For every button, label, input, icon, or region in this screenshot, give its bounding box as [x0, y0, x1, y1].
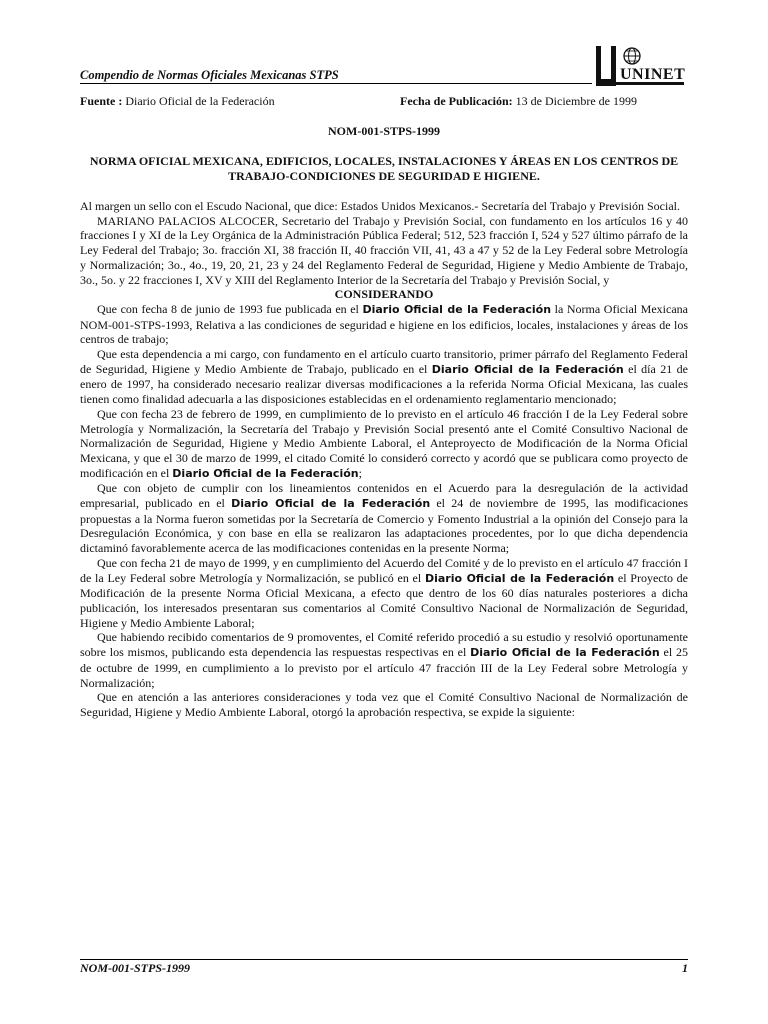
dof-reference: Diario Oficial de la Federación: [424, 571, 615, 585]
text-run: ;: [358, 465, 362, 480]
source-value: Diario Oficial de la Federación: [125, 94, 275, 108]
text-run: Que con objeto de cumplir con los lineamientos contenidos en el Acuerdo para la desregulación de la actividad empresarial, publicado en el: [80, 481, 688, 511]
publication-date-value: 13 de Diciembre de 1999: [515, 94, 637, 108]
dof-reference: Diario Oficial de la Federación: [231, 497, 431, 511]
text-run: el día 21 de enero de 1997, ha considerado necesario realizar diversas modificaciones a la referida Norma Oficial Mexicana, las cuales tienen como finalidad adecuarla a las disposiciones establecidas en el ordenamiento reglamentario mencionado;: [80, 361, 688, 407]
text-run: la Norma Oficial Mexicana NOM-001-STPS-1993, Relativa a las condiciones de seguridad e higiene en los edificios, locales, instalaciones y áreas de los centros de trabajo;: [80, 301, 688, 347]
dof-reference: Diario Oficial de la Federación: [431, 362, 624, 376]
paragraph-considerando-7: Que en atención a las anteriores consideraciones y toda vez que el Comité Consultivo Nacional de Normalización de Seguridad, Higiene y Medio Ambiente Laboral, otorgó la aprobación respectiva, se expide la siguiente:: [80, 690, 688, 719]
paragraph-considerando-2: [80, 347, 688, 407]
publication-date-line: [400, 94, 637, 109]
footer-rule: [80, 959, 688, 960]
footer-doc-code: NOM-001-STPS-1999: [80, 961, 190, 975]
running-header-title: Compendio de Normas Oficiales Mexicanas STPS: [80, 68, 339, 82]
source-line: [80, 94, 275, 109]
dof-reference: Diario Oficial de la Federación: [172, 466, 359, 480]
paragraph-secretary: MARIANO PALACIOS ALCOCER, Secretario del Trabajo y Previsión Social, con fundamento en los artículos 16 y 40 fracciones I y XI de la Ley Orgánica de la Administración Pública Federal; 512, 523 fracción I, 524 y 527 último párrafo de la Ley Federal del Trabajo; 3o. fracción XI, 38 fracción II, 40 fracción VII, 41, 43 a 47 y 52 de la Ley Federal sobre Metrología y Normalización; 3o., 4o., 19, 20, 21, 23 y 24 del Reglamento Federal de Seguridad, Higiene y Medio Ambiente de Trabajo, 3o., 5o. y 22 fracciones I, XV y XIII del Reglamento Interior de la Secretaría del Trabajo y Previsión Social, y: [80, 213, 688, 287]
dof-reference: Diario Oficial de la Federación: [470, 646, 660, 660]
document-body: [80, 199, 688, 720]
source-label: Fuente :: [80, 94, 123, 108]
paragraph-considerando-6: [80, 630, 688, 690]
dof-reference: Diario Oficial de la Federación: [362, 302, 552, 316]
header-rule: [80, 83, 592, 84]
uninet-logo: [590, 44, 686, 86]
paragraph-considerando-4: [80, 481, 688, 556]
text-run: Que con fecha 23 de febrero de 1999, en cumplimiento de lo previsto en el artículo 46 fracción I de la Ley Federal sobre Metrología y Normalización, la Secretaría del Trabajo y Previsión Social presentó ante el Comité Consultivo Nacional de Normalización de Seguridad, Higiene y Medio Ambiente Laboral, el Anteproyecto de Modificación de la Norma Oficial Mexicana, y que el 30 de marzo de 1999, el citado Comité lo consideró correcto y acordó que se publicara como proyecto de modificación en el: [80, 406, 688, 480]
text-run: Que con fecha 8 de junio de 1993 fue publicada en el: [97, 301, 363, 316]
norm-title: NORMA OFICIAL MEXICANA, EDIFICIOS, LOCALES, INSTALACIONES Y ÁREAS EN LOS CENTROS DE TRABAJO-CONDICIONES DE SEGURIDAD E HIGIENE.: [89, 154, 679, 183]
section-heading-considerando: CONSIDERANDO: [334, 287, 434, 302]
text-run: el Proyecto de Modificación de la presente Norma Oficial Mexicana, a efecto que dentro de los 60 días naturales posteriores a dicha publicación, los interesados presentaran sus comentarios al Comité Consultivo Nacional de Normalización de Seguridad, Higiene y Medio Ambiente Laboral;: [80, 570, 688, 630]
text-run: Que habiendo recibido comentarios de 9 promoventes, el Comité referido procedió a su estudio y resolvió oportunamente sobre los mismos, publicando esta dependencia las respuestas respectivas en el: [80, 630, 688, 660]
paragraph-considerando-1: [80, 302, 688, 347]
text-run: el 24 de noviembre de 1995, las modificaciones propuestas a la Norma fueron sometidas por la Secretaría de Comercio y Fomento Industrial a la opinión del Consejo para la Desregulación Económica, y con base en ella se realizaron las adaptaciones procedentes, por lo que dicha dependencia dictaminó favorablemente acerca de las modificaciones contenidas en la presente Norma;: [80, 496, 688, 556]
text-run: el 25 de octubre de 1999, en cumplimiento a lo previsto por el artículo 47 fracción III de la Ley Federal sobre Metrología y Normalización;: [80, 645, 688, 690]
text-run: Que con fecha 21 de mayo de 1999, y en cumplimiento del Acuerdo del Comité y de lo previsto en el artículo 47 fracción I de la Ley Federal sobre Metrología y Normalización, se publicó en el: [80, 555, 688, 585]
text-run: Que esta dependencia a mi cargo, con fundamento en el artículo cuarto transitorio, primer párrafo del Reglamento Federal de Seguridad, Higiene y Medio Ambiente de Trabajo, publicado en el: [80, 347, 688, 376]
page-number: 1: [682, 961, 688, 975]
paragraph-seal: Al margen un sello con el Escudo Nacional, que dice: Estados Unidos Mexicanos.- Secretaría del Trabajo y Previsión Social.: [80, 199, 680, 213]
paragraph-considerando-3: [80, 407, 688, 482]
logo-wordmark: UNINET: [620, 66, 686, 83]
publication-date-label: Fecha de Publicación:: [400, 94, 513, 108]
paragraph-considerando-5: [80, 556, 688, 631]
norm-code: NOM-001-STPS-1999: [328, 124, 440, 138]
